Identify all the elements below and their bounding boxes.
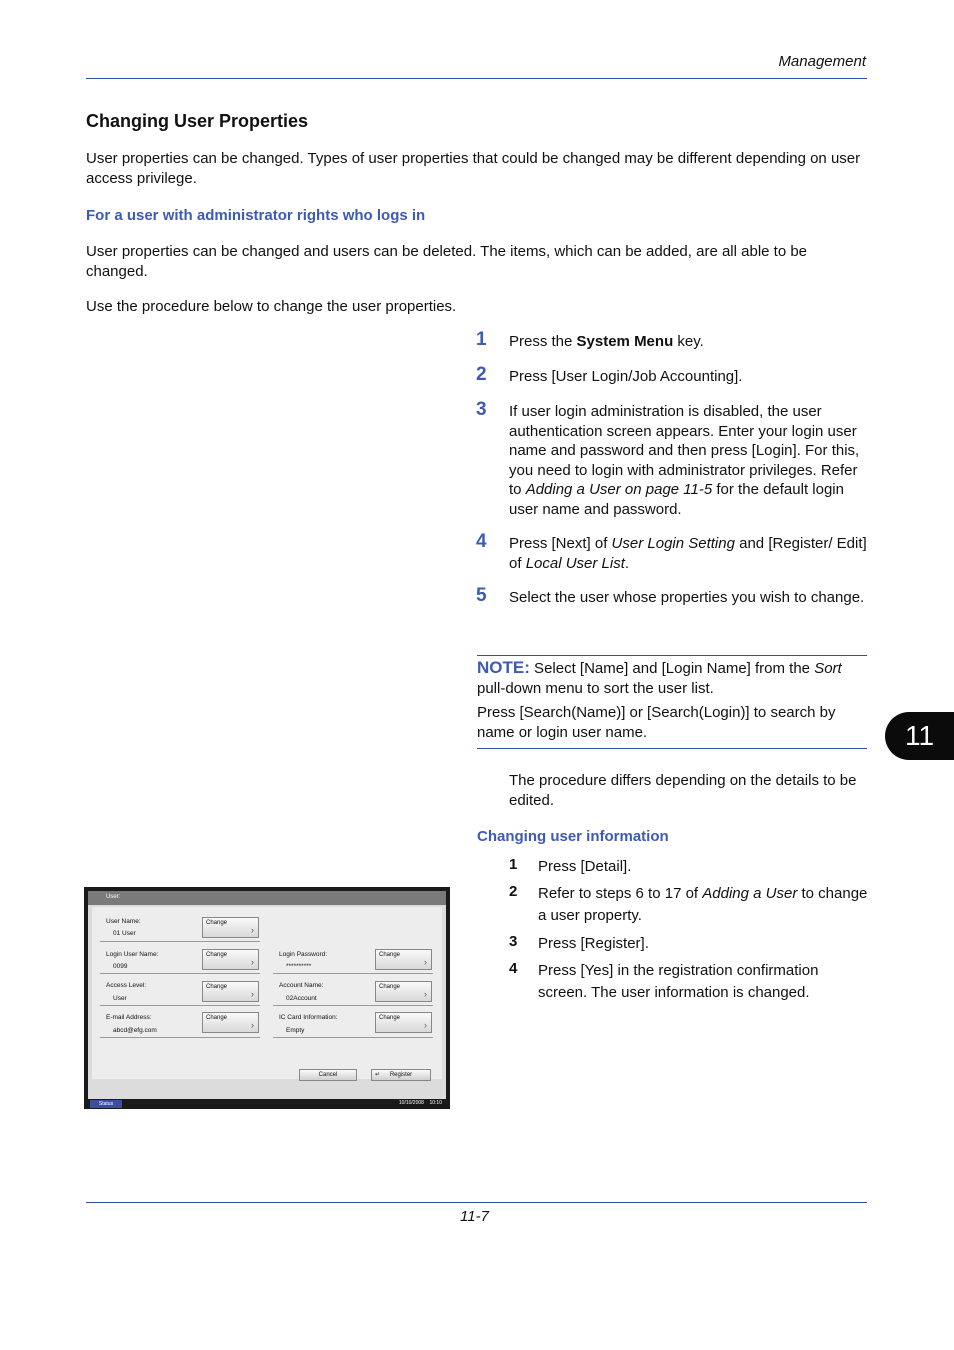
field-label-user-name: User Name: — [106, 918, 141, 925]
change-button-access-level[interactable] — [202, 981, 259, 1002]
time-text: 10:10 — [429, 1100, 442, 1106]
field-divider — [100, 1005, 260, 1006]
change-button-email-address[interactable] — [202, 1012, 259, 1033]
chevron-right-icon: › — [424, 989, 427, 999]
admin-paragraph: User properties can be changed and users can be deleted. The items, which can be added, are all able to be changed. — [86, 243, 808, 280]
field-value-login-password: ********** — [286, 963, 312, 970]
admin-heading: For a user with administrator rights who logs in — [86, 207, 426, 224]
intro-paragraph: User properties can be changed. Types of user properties that could be changed may be different depending on user access privilege. — [86, 150, 861, 187]
step-5-number: 5 — [476, 585, 487, 606]
screen-title: User: — [106, 894, 121, 900]
field-label-login-user-name: Login User Name: — [106, 951, 159, 958]
sub-step-2-number: 2 — [509, 883, 518, 900]
field-value-login-user-name: 0099 — [113, 963, 128, 970]
sub-step-2-text: Refer to steps 6 to 17 of Adding a User to change a user property. — [538, 885, 868, 924]
step-4-number: 4 — [476, 531, 487, 552]
differs-text: The procedure differs depending on the details to be edited. — [509, 772, 857, 809]
field-label-access-level: Access Level: — [106, 982, 147, 989]
sub-step-1-number: 1 — [509, 856, 518, 873]
note-line-1: NOTE: Select [Name] and [Login Name] from the Sort pull-down menu to sort the user list. — [477, 658, 842, 697]
header-rule — [86, 78, 867, 79]
field-value-account-name: 02Account — [286, 995, 317, 1002]
field-label-ic-card: IC Card Information: — [279, 1014, 338, 1021]
chevron-right-icon: › — [424, 957, 427, 967]
change-button-account-name[interactable] — [375, 981, 432, 1002]
enter-icon: ↵ — [375, 1072, 381, 1078]
field-label-login-password: Login Password: — [279, 951, 328, 958]
step-2-text: Press [User Login/Job Accounting]. — [509, 368, 743, 385]
change-button-ic-card[interactable] — [375, 1012, 432, 1033]
step-2-number: 2 — [476, 364, 487, 385]
register-button[interactable] — [371, 1069, 431, 1081]
screen-title-bar — [88, 891, 446, 905]
sub-step-3-number: 3 — [509, 933, 518, 950]
change-button-login-password[interactable] — [375, 949, 432, 970]
clock-readout — [399, 1100, 442, 1106]
step-3-number: 3 — [476, 399, 487, 420]
sub-step-1-text: Press [Detail]. — [538, 858, 632, 875]
page-number: 11-7 — [460, 1208, 489, 1225]
page-title: Changing User Properties — [86, 111, 309, 131]
user-detail-screenshot — [84, 887, 450, 1109]
field-divider — [100, 973, 260, 974]
field-divider — [100, 941, 260, 942]
field-divider — [273, 1037, 433, 1038]
status-button[interactable]: Status — [90, 1100, 122, 1108]
status-bar — [84, 1099, 450, 1109]
step-4-text: Press [Next] of User Login Setting and [Register/ Edit] of Local User List. — [509, 535, 867, 572]
register-label: Register — [389, 1072, 413, 1078]
step-1-number: 1 — [476, 329, 487, 350]
field-label-email-address: E-mail Address: — [106, 1014, 152, 1021]
field-value-access-level: User — [113, 995, 127, 1002]
user-info-heading: Changing user information — [477, 828, 669, 845]
sub-step-3-text: Press [Register]. — [538, 935, 649, 952]
screen-body — [88, 891, 446, 1099]
change-label: Change — [206, 1015, 228, 1021]
footer-rule — [86, 1202, 867, 1203]
step-3-text: If user login administration is disabled, the user authentication screen appears. Enter your login user name and password and then press [Login]. For this, you need to login with administrator privileges. Refer to Adding a User on page 11-5 for the default login user name and password. — [509, 403, 860, 518]
note-line-2: Press [Search(Name)] or [Search(Login)] to search by name or login user name. — [477, 704, 836, 741]
chapter-tab: 11 — [885, 712, 954, 760]
change-label: Change — [206, 920, 228, 926]
field-label-account-name: Account Name: — [279, 982, 324, 989]
chevron-right-icon: › — [251, 989, 254, 999]
change-button-user-name[interactable] — [202, 917, 259, 938]
field-divider — [273, 1005, 433, 1006]
procedure-intro: Use the procedure below to change the user properties. — [86, 298, 457, 315]
change-label: Change — [206, 952, 228, 958]
sub-step-4-text: Press [Yes] in the registration confirmation screen. The user information is changed. — [538, 962, 819, 1001]
date-text: 10/10/2008 — [398, 1100, 424, 1106]
chevron-right-icon: › — [251, 1020, 254, 1030]
cancel-button[interactable]: Cancel — [299, 1069, 357, 1081]
change-label: Change — [379, 1015, 401, 1021]
field-divider — [273, 973, 433, 974]
change-label: Change — [206, 984, 228, 990]
step-5-text: Select the user whose properties you wish to change. — [509, 589, 865, 606]
change-label: Change — [379, 952, 401, 958]
chevron-right-icon: › — [251, 925, 254, 935]
change-button-login-user-name[interactable] — [202, 949, 259, 970]
screen-panel — [92, 907, 442, 1079]
chevron-right-icon: › — [424, 1020, 427, 1030]
field-divider — [100, 1037, 260, 1038]
step-1-text: Press the System Menu key. — [509, 333, 704, 350]
header-section-label: Management — [778, 53, 866, 70]
change-label: Change — [379, 984, 401, 990]
chevron-right-icon: › — [251, 957, 254, 967]
sub-step-4-number: 4 — [509, 960, 518, 977]
field-value-ic-card: Empty — [286, 1027, 305, 1034]
field-value-user-name: 01 User — [113, 930, 136, 937]
field-value-email-address: abcd@efg.com — [113, 1027, 157, 1034]
